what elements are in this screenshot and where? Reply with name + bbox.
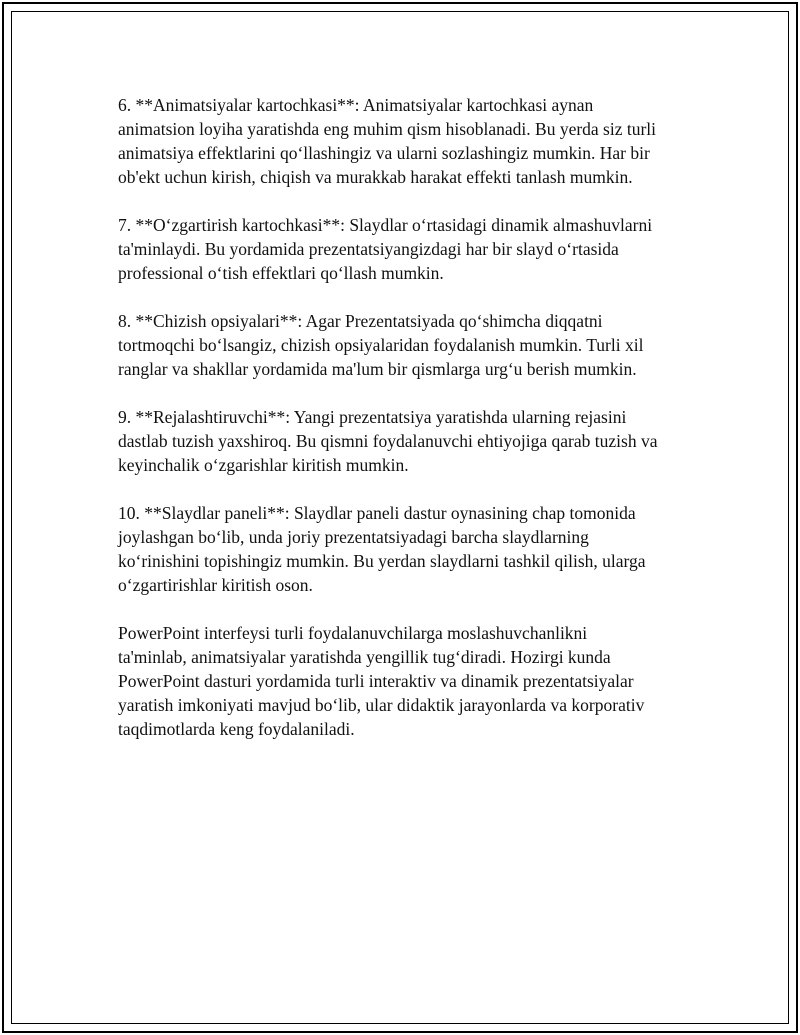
text-line: ko‘rinishini topishingiz mumkin. Bu yerdan slaydlarni tashkil qilish, ularga [118, 551, 646, 571]
text-line: taqdimotlarda keng foydalaniladi. [118, 719, 355, 739]
text-line: animatsiya effektlarini qo‘llashingiz va ularni sozlashingiz mumkin. Har bir [118, 143, 650, 163]
paragraph-rejalashtiruvchi [118, 405, 698, 477]
text-line: professional o‘tish effektlari qo‘llash mumkin. [118, 263, 444, 283]
text-line: PowerPoint interfeysi turli foydalanuvchilarga moslashuvchanlikni [118, 623, 588, 643]
text-line: 7. **O‘zgartirish kartochkasi**: Slaydlar o‘rtasidagi dinamik almashuvlarni [118, 215, 653, 235]
document-body [118, 93, 698, 765]
text-line: PowerPoint dasturi yordamida turli interaktiv va dinamik prezentatsiyalar [118, 671, 634, 691]
text-line: ob'ekt uchun kirish, chiqish va murakkab harakat effekti tanlash mumkin. [118, 167, 633, 187]
paragraph-slaydlar-paneli [118, 501, 698, 597]
text-line: 9. **Rejalashtiruvchi**: Yangi prezentatsiya yaratishda ularning rejasini [118, 407, 627, 427]
text-line: yaratish imkoniyati mavjud bo‘lib, ular didaktik jarayonlarda va korporativ [118, 695, 645, 715]
text-line: dastlab tuzish yaxshiroq. Bu qismni foydalanuvchi ehtiyojiga qarab tuzish va [118, 431, 658, 451]
text-line: tortmoqchi bo‘lsangiz, chizish opsiyalaridan foydalanish mumkin. Turli xil [118, 335, 644, 355]
text-line: keyinchalik o‘zgarishlar kiritish mumkin. [118, 455, 409, 475]
text-line: 8. **Chizish opsiyalari**: Agar Prezentatsiyada qo‘shimcha diqqatni [118, 311, 603, 331]
text-line: animatsion loyiha yaratishda eng muhim qism hisoblanadi. Bu yerda siz turli [118, 119, 657, 139]
text-line: 6. **Animatsiyalar kartochkasi**: Animatsiyalar kartochkasi aynan [118, 95, 594, 115]
text-line: ta'minlaydi. Bu yordamida prezentatsiyangizdagi har bir slayd o‘rtasida [118, 239, 619, 259]
text-line: 10. **Slaydlar paneli**: Slaydlar paneli dastur oynasining chap tomonida [118, 503, 636, 523]
paragraph-ozgartirish-kartochkasi [118, 213, 698, 285]
paragraph-chizish-opsiyalari [118, 309, 698, 381]
paragraph-animatsiyalar-kartochkasi [118, 93, 698, 189]
text-line: ta'minlab, animatsiyalar yaratishda yengillik tug‘diradi. Hozirgi kunda [118, 647, 611, 667]
text-line: joylashgan bo‘lib, unda joriy prezentatsiyadagi barcha slaydlarning [118, 527, 589, 547]
text-line: o‘zgartirishlar kiritish oson. [118, 575, 313, 595]
paragraph-powerpoint-interfeysi [118, 621, 698, 741]
text-line: ranglar va shakllar yordamida ma'lum bir qismlarga urg‘u berish mumkin. [118, 359, 637, 379]
